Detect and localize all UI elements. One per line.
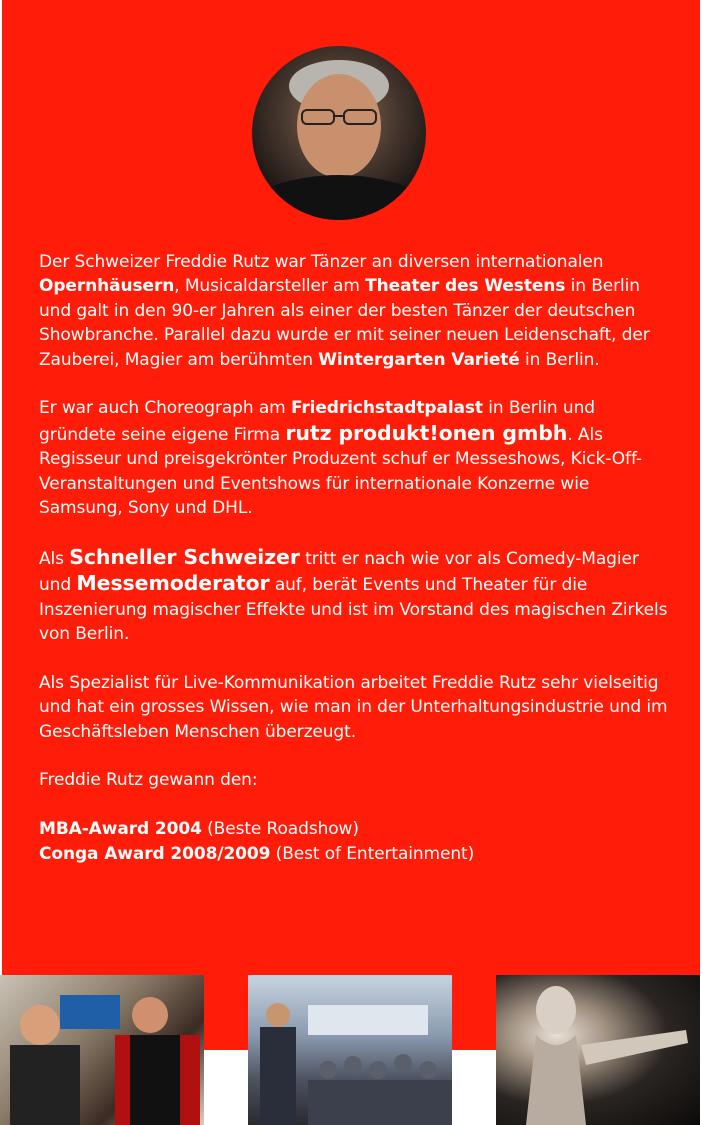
bio-paragraph-2 <box>39 396 671 520</box>
bold-text: Theater des Westens <box>365 276 566 297</box>
bold-text: Wintergarten Varieté <box>318 349 520 370</box>
photo-illustration <box>496 975 700 1125</box>
photo-illustration <box>0 975 204 1125</box>
bold-text: Opernhäusern <box>39 276 175 297</box>
bio-paragraph-4: Als Spezialist für Live-Kommunikation arbeitet Freddie Rutz sehr vielseitig und hat ein grosses Wissen, wie man in der Unterhaltungsindustrie und im Geschäftsleben Menschen überzeugt. <box>39 672 668 742</box>
text: tritt er nach wie vor als Comedy-Magier und <box>39 548 639 596</box>
awards-list <box>39 817 671 866</box>
portrait-photo <box>252 46 426 220</box>
text: , Musicaldarsteller am <box>174 276 366 297</box>
portrait-illustration <box>252 46 426 220</box>
text: Er war auch Choreograph am <box>39 398 291 419</box>
award-detail: (Beste Roadshow) <box>201 819 359 840</box>
photo-illustration <box>248 975 452 1125</box>
award-name: MBA-Award 2004 <box>39 819 202 840</box>
bio-paragraph-3 <box>39 545 671 647</box>
photo-audience <box>248 975 452 1125</box>
text: Der Schweizer Freddie Rutz war Tänzer an diversen internationalen <box>39 252 604 272</box>
stage-name: Schneller Schweizer <box>69 544 300 569</box>
award-name: Conga Award 2008/2009 <box>39 843 271 864</box>
company-name: rutz produkt!onen gmbh <box>285 420 568 445</box>
award-item <box>39 842 671 866</box>
bold-text: Friedrichstadtpalast <box>290 398 483 419</box>
photo-dancer <box>496 975 700 1125</box>
photo-samsung-show <box>0 975 204 1125</box>
award-item <box>39 817 671 841</box>
award-detail: (Best of Entertainment) <box>270 843 475 864</box>
text: in Berlin und galt in den 90-er Jahren als einer der besten Tänzer der deutschen Showbranche. Parallel dazu wurde er mit seiner neuen Leidenschaft, der Zauberei, Magier am berühmten <box>39 276 650 370</box>
bio-paragraph-1 <box>39 250 671 372</box>
role-name: Messemoderator <box>76 571 270 596</box>
text: auf, berät Events und Theater für die Inszenierung magischer Effekte und ist im Vorstand des magischen Zirkels von Berlin. <box>39 575 668 645</box>
text: . Als Regisseur und preisgekrönter Produzent schuf er Messeshows, Kick-Off-Veranstaltungen und Eventshows für internationale Konzerne wie Samsung, Sony und DHL. <box>39 424 642 519</box>
text: in Berlin und gründete seine eigene Firma <box>39 398 595 445</box>
text: Als <box>39 548 70 569</box>
bio-paragraph-5: Freddie Rutz gewann den: <box>39 770 258 791</box>
text: in Berlin. <box>519 349 600 370</box>
bio-text <box>39 250 671 866</box>
